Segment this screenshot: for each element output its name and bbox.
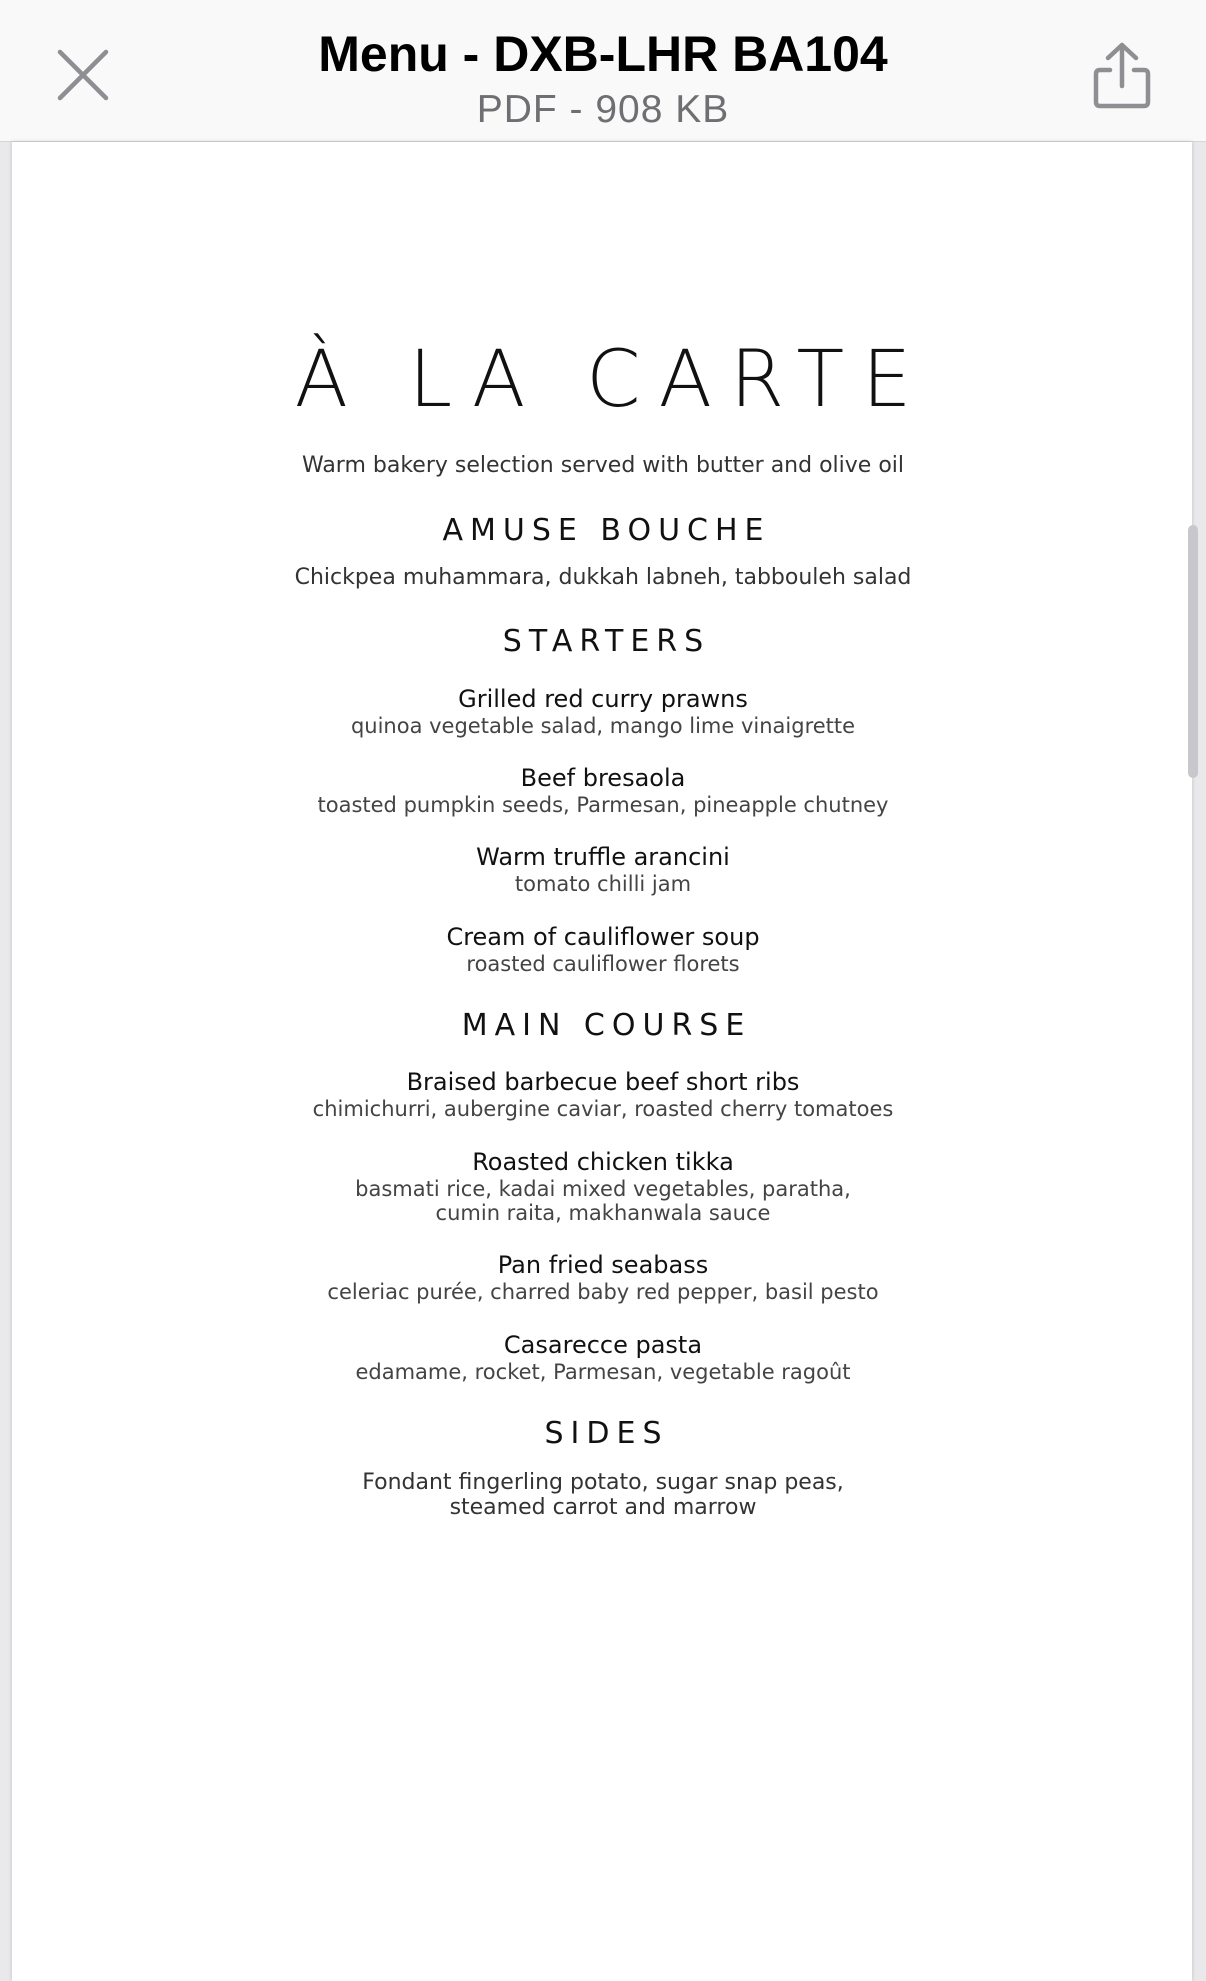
dish-description: edamame, rocket, Parmesan, vegetable ragoût xyxy=(355,1360,851,1384)
dish-name: Braised barbecue beef short ribs xyxy=(406,1068,800,1096)
dish-name: Pan fried seabass xyxy=(497,1251,709,1279)
section-heading-amuse-bouche: AMUSE BOUCHE xyxy=(442,513,771,548)
dish-item xyxy=(0,684,1206,738)
dish-item xyxy=(0,1330,1206,1384)
bakery-intro: Warm bakery selection served with butter and olive oil xyxy=(301,453,905,478)
amuse-bouche-text: Chickpea muhammara, dukkah labneh, tabbouleh salad xyxy=(294,565,912,590)
close-button[interactable] xyxy=(52,44,114,106)
dish-description: roasted cauliflower florets xyxy=(466,952,740,976)
share-icon xyxy=(1090,42,1154,110)
dish-name: Roasted chicken tikka xyxy=(472,1148,734,1176)
sides-text-line-2: steamed carrot and marrow xyxy=(449,1495,757,1520)
document-subtitle: PDF - 908 KB xyxy=(476,88,730,131)
dish-item xyxy=(0,1147,1206,1225)
dish-description-line-2: cumin raita, makhanwala sauce xyxy=(435,1201,771,1225)
dish-name: Casarecce pasta xyxy=(503,1331,703,1359)
menu-heading: À LA CARTE xyxy=(294,335,930,425)
dish-description: quinoa vegetable salad, mango lime vinaigrette xyxy=(350,714,856,738)
dish-name: Cream of cauliflower soup xyxy=(446,923,760,951)
dish-item xyxy=(0,1250,1206,1304)
close-icon xyxy=(52,44,114,106)
dish-name: Grilled red curry prawns xyxy=(458,685,748,713)
dish-item xyxy=(0,763,1206,817)
dish-description: basmati rice, kadai mixed vegetables, paratha, xyxy=(355,1177,851,1201)
dish-description: tomato chilli jam xyxy=(514,872,692,896)
document-title: Menu - DXB-LHR BA104 xyxy=(318,26,888,82)
section-heading-main-course: MAIN COURSE xyxy=(461,1008,752,1043)
section-heading-starters: STARTERS xyxy=(502,624,711,659)
dish-item xyxy=(0,1067,1206,1121)
section-heading-sides: SIDES xyxy=(544,1416,669,1451)
document-title-area xyxy=(200,20,1006,132)
share-button[interactable] xyxy=(1090,42,1154,110)
dish-description: celeriac purée, charred baby red pepper, basil pesto xyxy=(327,1280,879,1304)
dish-name: Beef bresaola xyxy=(520,764,686,792)
sides-text-line-1: Fondant fingerling potato, sugar snap peas, xyxy=(362,1470,844,1495)
dish-description: chimichurri, aubergine caviar, roasted cherry tomatoes xyxy=(312,1097,894,1121)
dish-item xyxy=(0,922,1206,976)
dish-description: toasted pumpkin seeds, Parmesan, pineapple chutney xyxy=(317,793,889,817)
dish-name: Warm truffle arancini xyxy=(476,843,730,871)
top-bar xyxy=(0,0,1206,142)
dish-item xyxy=(0,842,1206,896)
